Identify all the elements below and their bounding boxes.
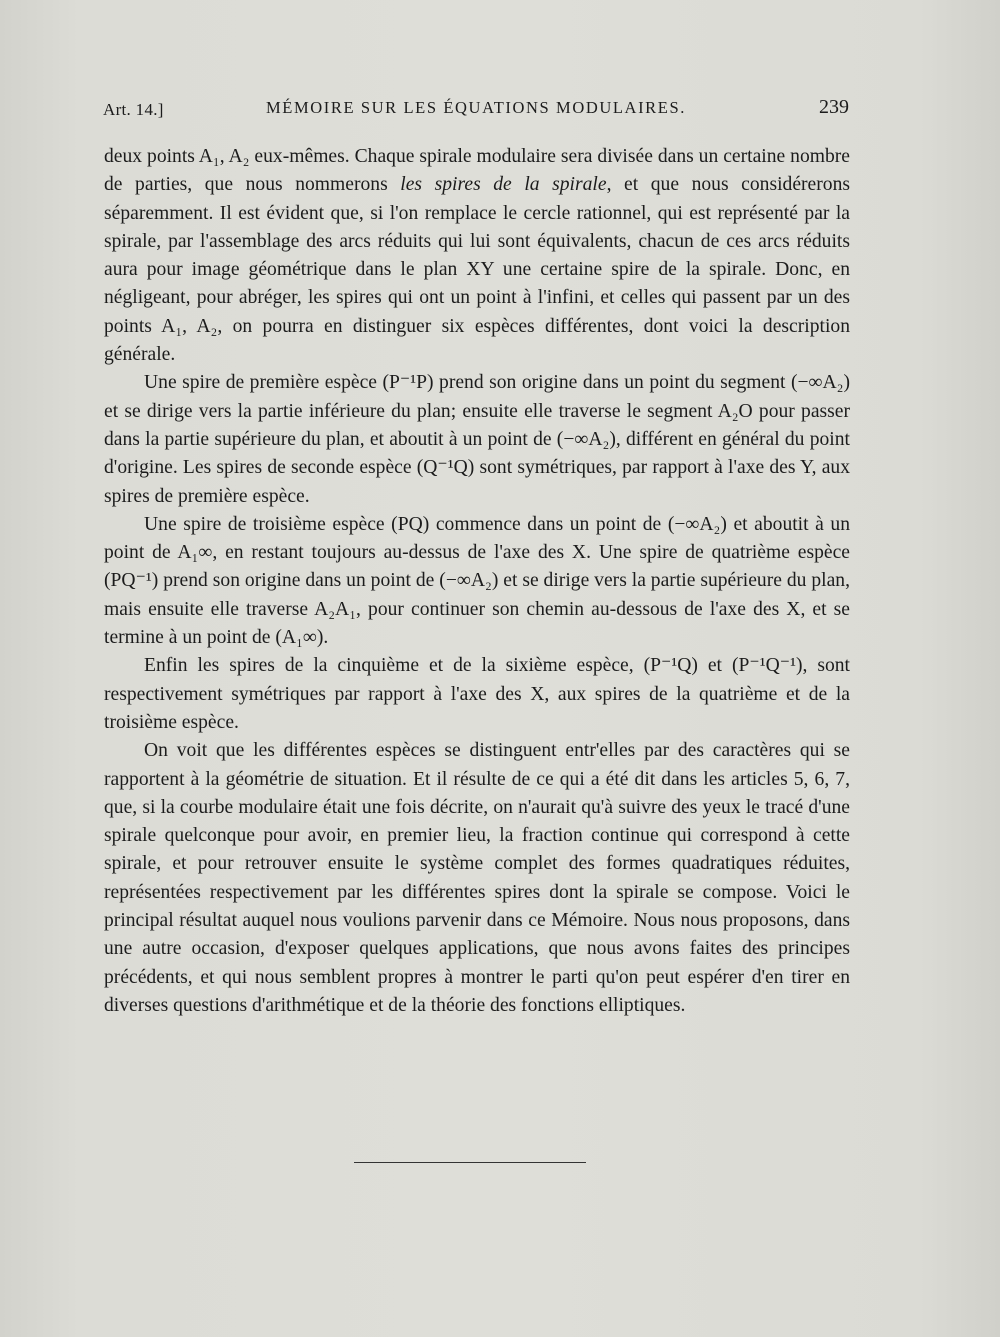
paragraph-third-species: Une spire de troisième espèce (PQ) commence dans un point de (−∞A₂) et aboutit à un point de A₁∞, en restant toujours au-dessus de l'axe des X. Une spire de quatrième espèce (PQ⁻¹) prend son origine dans un point de (−∞A₂) et se dirige vers la partie supérieure du plan, mais ensuite elle traverse A₂A₁, pour continuer son chemin au-dessous de l'axe des X, et se termine à un point de (A₁∞). [104,513,850,649]
end-rule [354,1162,586,1163]
paragraph-conclusion: On voit que les différentes espèces se distinguent entr'elles par des caractères qui se rapportent à la géométrie de situation. Et il résulte de ce qui a été dit dans les articles 5, 6, 7, que, si la courbe modulaire était une fois décrite, on n'aurait qu'à suivre des yeux le tracé d'une spirale quelconque pour avoir, en premier lieu, la fraction continue qui correspond à cette spirale, et pour retrouver ensuite le système complet des formes quadratiques réduites, représentées respectivement par les différentes spires dont la spirale se compose. Voici le principal résultat auquel nous voulions parvenir dans ce Mémoire. Nous nous proposons, dans une autre occasion, d'exposer quelques applications, que nous avons faites des principes précédents, et qui nous semblent propres à montrer le parti qu'on peut espérer d'en tirer en diverses questions d'arithmétique et de la théorie des fonctions elliptiques. [104,740,850,1016]
running-title: MÉMOIRE SUR LES ÉQUATIONS MODULAIRES. [266,98,686,117]
paragraph-continuation: deux points A₁, A₂ eux-mêmes. Chaque spirale modulaire sera divisée dans un certaine nombre de parties, que nous nommerons les spires de la spirale, et que nous considérerons séparemment. Il est évident que, si l'on remplace le cercle rationnel, qui est représenté par la spirale, par l'assemblage des arcs réduits qui lui sont équivalents, chacun de ces arcs réduits aura pour image géométrique dans le plan XY une certaine spire de la spirale. Donc, en négligeant, pour abréger, les spires qui ont un point à l'infini, et celles qui passent par un des points A₁, A₂, on pourra en distinguer six espèces différentes, dont voici la description générale. [104,146,850,366]
italic-term: les spires de la spirale [400,174,607,196]
paragraph-first-species: Une spire de première espèce (P⁻¹P) prend son origine dans un point du segment (−∞A₂) et se dirige vers la partie inférieure du plan; ensuite elle traverse le segment A₂O pour passer dans la partie supérieure du plan, et aboutit à un point de (−∞A₂), différent en général du point d'origine. Les spires de seconde espèce (Q⁻¹Q) sont symétriques, par rapport à l'axe des Y, aux spires de première espèce. [104,372,850,507]
section-reference: Art. 14.] [103,100,164,119]
paragraph-fifth-sixth-species: Enfin les spires de la cinquième et de la sixième espèce, (P⁻¹Q) et (P⁻¹Q⁻¹), sont respectivement symétriques par rapport à l'axe des X, aux spires de la quatrième et de la troisième espèce. [104,655,850,733]
running-header [103,96,849,126]
page-number: 239 [819,96,849,118]
body-text [104,143,850,1020]
